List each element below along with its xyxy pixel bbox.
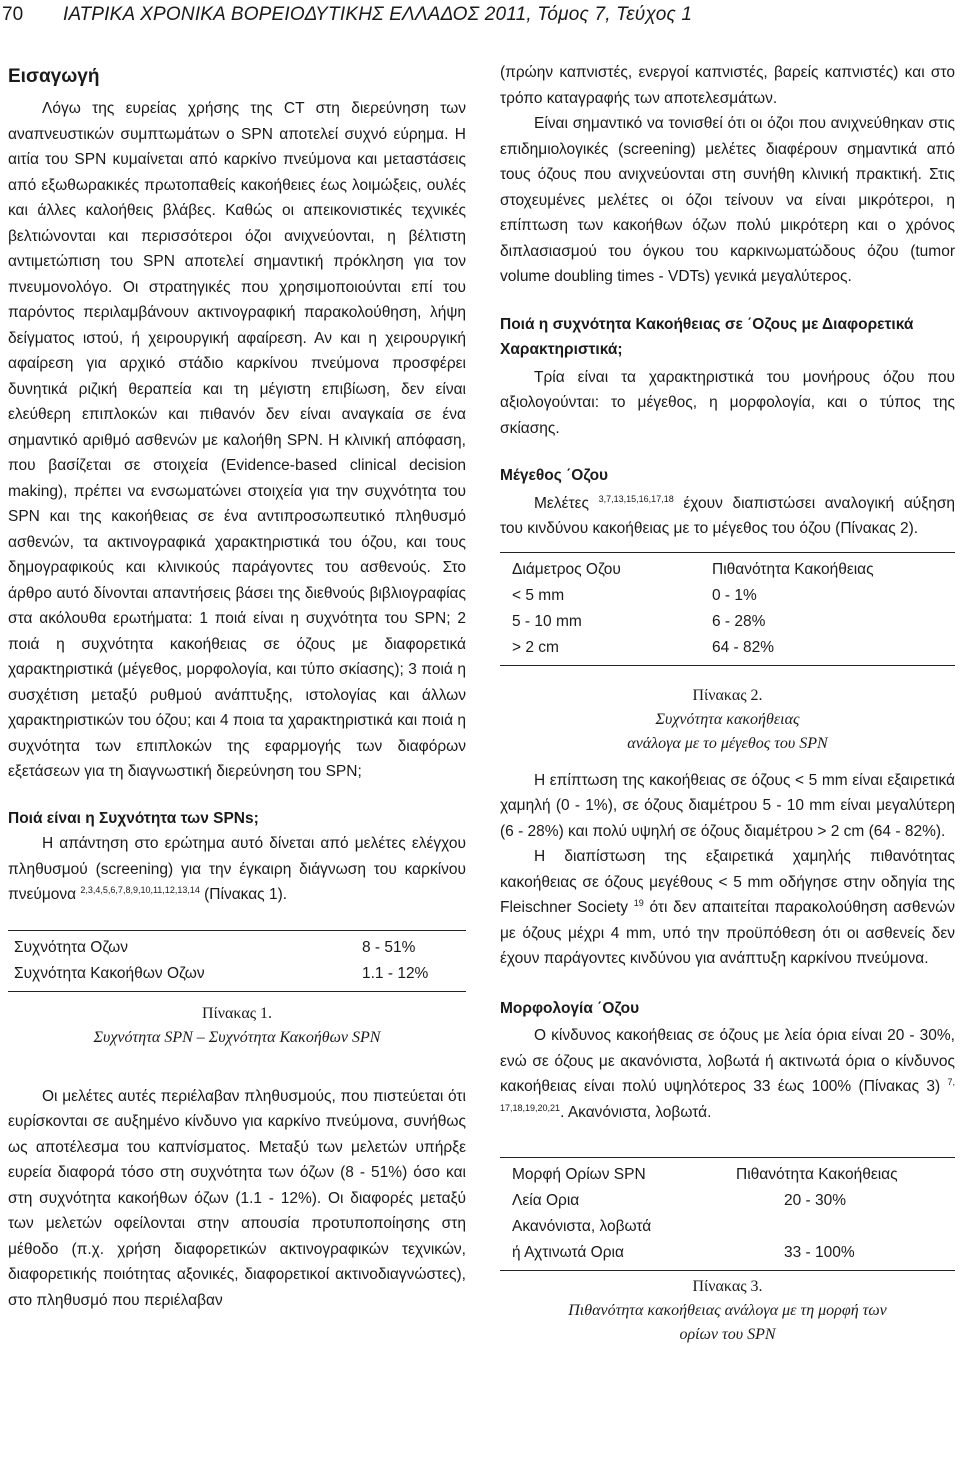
table-cell: 64 - 82% — [712, 638, 775, 656]
table-row — [14, 935, 436, 961]
table-1-caption-text: Συχνότητα SPN – Συχνότητα Κακοήθων SPN — [93, 1028, 381, 1046]
table-2 — [500, 552, 955, 666]
morphology-post: . Ακανόνιστα, λοβωτά. — [560, 1103, 712, 1121]
table-cell: 8 - 51% — [362, 938, 416, 956]
table-2-caption — [500, 684, 955, 756]
table-2-caption-line1: Συχνότητα κακοήθειας — [655, 710, 800, 728]
heading-characteristics: Ποιά η συχνότητα Κακοήθειας σε ΄Οζους με Διαφορετικά Χαρακτηριστικά; — [500, 315, 914, 358]
table-row — [512, 583, 943, 609]
table-3-caption-line1: Πιθανότητα κακοήθειας ανάλογα με τη μορφή των — [568, 1302, 887, 1319]
incidence-paragraph: Η επίπτωση της κακοήθειας σε όζους < 5 mm είναι εξαιρετικά χαμηλή (0 - 1%), σε όζους διαμέτρου 5 - 10 mm είναι μεγαλύτερη (6 - 28%) και πολύ υψηλή σε όζους διαμέτρου > 2 cm (64 - 82%). — [500, 771, 955, 840]
table-header-cell: Μορφή Ορίων SPN — [512, 1166, 646, 1183]
intro-paragraph: Λόγω της ευρείας χρήσης της CT στη διερεύνηση των αναπνευστικών συμπτωμάτων ο SPN αποτελεί συχνό εύρημα. Η αιτία του SPN κυμαίνεται από καρκίνο πνεύμονα και μεταστάσεις από εξωθωρακικές πρωτοπαθείς κακοήθειες έως λοιμώξεις, ουλές και άλλες καλοήθεις βλάβες. Καθώς οι απεικονιστικές τεχνικές βελτιώνονται και περισσότεροι όζοι ανιχνεύονται, η βέλτιστη αντιμετώπιση του SPN αποτελεί σημαντική πρόκληση για τον πνευμονολόγο. Οι στρατηγικές που χρησιμοποιούνται επί του παρόντος περιλαμβάνουν ακτινογραφική παρακολούθηση, λήψη δείγματος ιστού, ή χειρουργική αφαίρεση. Αν και η χειρουργική αφαίρεση για αρχικό στάδιο καρκίνου πνεύμονα προσφέρει δυνητικά ριζική θεραπεία και τη μέγιστη επιβίωση, δεν είναι ελεύθερη επιπλοκών και πιθανόν δεν είναι αναγκαία σε ένα σημαντικό αριθμό ασθενών με καλοήθη SPN. Η κλινική απόφαση, που βασίζεται σε στοιχεία (Evidence-based clinical decision making), πρέπει να ενσωματώνει στοιχεία για την συχνότητα του SPN και της κακοήθειας σε ένα αντιπροσωπευτικό πληθυσμό ασθενών, τα ακτινογραφικά χαρακτηριστικά του όζου, και τους δημογραφικούς και κλινικούς παράγοντες του ασθενούς. Στο άρθρο αυτό δίνονται απαντήσεις βάσει της διεθνούς βιβλιογραφίας στα ακόλουθα ερωτήματα: 1 ποιά είναι η συχνότητα του SPN; 2 ποιά η συχνότητα κακοήθειας σε όζους με διαφορετικά χαρακτηριστικά (μέγεθος, μορφολογία, και τύπο σκίασης); 3 ποιά η συσχέτιση μεταξύ ρυθμού ανάπτυξης, ιστολογίας και άλλων χαρακτηριστικών του όζου; και 4 ποια τα χαρακτηριστικά και ποιά η συχνότητα των επιπλοκών της εφαρμογής των διαφόρων εξετάσεων για τη διαγνωστική διερεύνηση του SPN; — [8, 100, 466, 780]
studies-paragraph: Οι μελέτες αυτές περιέλαβαν πληθυσμούς, που πιστεύεται ότι ευρίσκονται σε αυξημένο κίνδυνο για καρκίνο πνεύμονα, συνήθως ως αποτέλεσμα του καπνίσματος. Μεταξύ των μελετών υπήρξε ευρεία διαφορά τόσο στη συχνότητα των όζων (8 - 51%) όσο και στη συχνότητα κακοήθων όζων (1.1 - 12%). Οι διαφορές μεταξύ των μελετών οφείλονται στην απουσία προτυποποίησης στη μέθοδο (π.χ. χρήση διαφορετικών ακτινογραφικών τεχνικών, διαφορετικής ποιότητας αξονικές, διαφορετικοί ακτινοδιαγνώστες), στο πληθυσμό που περιέλαβαν — [8, 1087, 466, 1309]
table-header-row — [512, 1162, 943, 1188]
morphology-refs: 7, 17,18,19,20,21 — [500, 1077, 955, 1113]
table-cell: > 2 cm — [512, 638, 559, 656]
table-2-caption-title: Πίνακας 2. — [692, 686, 763, 704]
table-cell: Ακανόνιστα, λοβωτά — [512, 1218, 652, 1235]
journal-running-title: ΙΑΤΡΙΚΑ ΧΡΟΝΙΚΑ ΒΟΡΕΙΟΔΥΤΙΚΗΣ ΕΛΛΑΔΟΣ 2011, Τόμος 7, Τεύχος 1 — [63, 4, 693, 25]
table-header-cell: Πιθανότητα Κακοήθειας — [736, 1166, 898, 1183]
table-cell: 1.1 - 12% — [362, 964, 429, 982]
table-1-caption-title: Πίνακας 1. — [201, 1004, 273, 1022]
table-row — [512, 1240, 943, 1266]
size-pre: Μελέτες — [534, 494, 599, 512]
table-row — [14, 961, 436, 987]
table-cell: 6 - 28% — [712, 612, 766, 630]
table-3 — [500, 1157, 955, 1271]
table-cell: Συχνότητα Οζων — [14, 938, 128, 956]
table-cell: 20 - 30% — [784, 1192, 847, 1209]
morphology-paragraph — [500, 1023, 955, 1125]
important-paragraph: Είναι σημαντικό να τονισθεί ότι οι όζοι που ανιχνεύθηκαν στις επιδημιολογικές (screening) μελέτες διαφέρουν σημαντικά από τους όζους που ανιχνεύονται στη συνήθη κλινική πρακτική. Στις στοχευμένες μελέτες οι όζοι τείνουν να είναι μικρότεροι, η επίπτωση των κακοήθων όζων πολύ μικρότερη και ο χρόνος διπλασιασμού του όγκου του καρκινωματώδους όζου (tumor volume doubling times - VDTs) γενικά μεγαλύτερος. — [500, 115, 955, 285]
table-3-caption-title: Πίνακας 3. — [692, 1278, 763, 1295]
size-refs: 3,7,13,15,16,17,18 — [598, 493, 674, 504]
table-header-cell: Διάμετρος Οζου — [512, 560, 621, 578]
continuation-paragraph: (πρώην καπνιστές, ενεργοί καπνιστές, βαρείς καπνιστές) και στο τρόπο καταγραφής των αποτελεσμάτων. — [500, 64, 955, 107]
table-1-caption — [8, 1002, 466, 1050]
table-row — [512, 1188, 943, 1214]
heading-frequency: Ποιά είναι η Συχνότητα των SPNs; — [8, 809, 259, 827]
table-3-caption — [500, 1275, 955, 1347]
table-cell: 33 - 100% — [784, 1244, 855, 1261]
table-row — [512, 1214, 943, 1240]
table-cell — [784, 1214, 943, 1240]
fleischner-ref: 19 — [633, 898, 644, 908]
table-1 — [8, 930, 466, 992]
table-3-caption-line2: ορίων του SPN — [679, 1326, 776, 1343]
table-cell: Συχνότητα Κακοήθων Οζων — [14, 964, 205, 982]
page-number: 70 — [2, 4, 24, 25]
frequency-paragraph — [8, 831, 466, 908]
size-paragraph — [500, 491, 955, 542]
table-cell: 0 - 1% — [712, 586, 757, 604]
heading-introduction: Εισαγωγή — [8, 66, 100, 87]
table-header-row — [512, 557, 943, 583]
table-cell: 5 - 10 mm — [512, 612, 582, 630]
heading-size: Μέγεθος ΄Οζου — [500, 467, 609, 484]
fleischner-post: ότι δεν απαιτείται παρακολούθηση ασθενών με όζους μέχρι 4 mm, υπό την προϋπόθεση ότι οι ασθενείς δεν έχουν παράγοντες κινδύνου για ανάπτυξη καρκίνου πνεύμονα. — [500, 899, 955, 967]
frequency-tail: (Πίνακας 1). — [199, 886, 288, 903]
size-post: έχουν διαπιστώσει αναλογική αύξηση του κινδύνου κακοήθειας με το μέγεθος του όζου (Πίνακας 2). — [500, 494, 956, 537]
morphology-pre: Ο κίνδυνος κακοήθειας σε όζους με λεία όρια είναι 20 - 30%, ενώ σε όζους με ακανόνιστα, λοβωτά ή ακτινωτά όρια ο κίνδυνος κακοήθειας είναι πολύ υψηλότερος 33 έως 100% (Πίνακας 3) — [500, 1027, 955, 1095]
table-row — [512, 609, 943, 635]
frequency-refs: 2,3,4,5,6,7,8,9,10,11,12,13,14 — [80, 885, 200, 895]
table-2-caption-line2: ανάλογα με το μέγεθος του SPN — [627, 734, 828, 752]
right-column — [500, 60, 955, 1347]
heading-morphology: Μορφολογία ΄Οζου — [500, 999, 640, 1017]
fleischner-paragraph — [500, 844, 955, 972]
frequency-text: Η απάντηση στο ερώτημα αυτό δίνεται από μελέτες ελέγχου πληθυσμού (screening) για την έγκαιρη διάγνωση του καρκίνου πνεύμονα — [8, 835, 466, 903]
left-column — [8, 60, 466, 1313]
page-header — [0, 0, 960, 40]
table-cell: < 5 mm — [512, 586, 565, 604]
table-cell: Λεία Ορια — [512, 1192, 580, 1209]
fleischner-pre: Η διαπίστωση της εξαιρετικά χαμηλής πιθανότητας κακοήθειας σε όζους μεγέθους < 5 mm οδήγησε στην οδηγία της Fleischner Society — [500, 848, 955, 916]
table-row — [512, 635, 943, 661]
table-header-cell: Πιθανότητα Κακοήθειας — [712, 560, 874, 578]
characteristics-paragraph: Τρία είναι τα χαρακτηριστικά του μονήρους όζου που αξιολογούνται: το μέγεθος, η μορφολογία, και ο τύπος της σκίασης. — [500, 368, 955, 437]
table-cell: ή Αχτινωτά Ορια — [512, 1244, 624, 1261]
